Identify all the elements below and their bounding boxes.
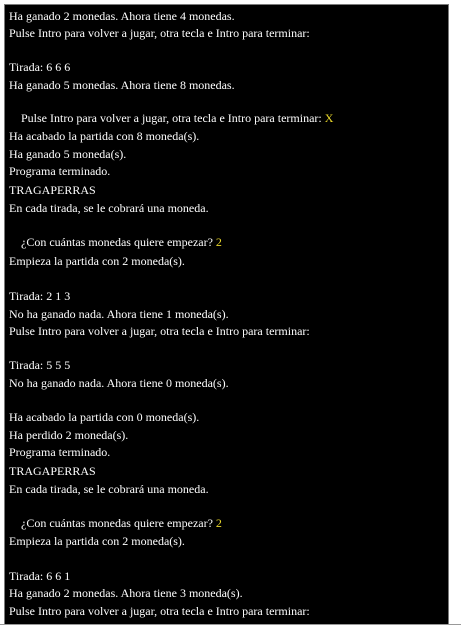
console-line: Ha acabado la partida con 8 moneda(s).: [9, 129, 200, 143]
console-line: TRAGAPERRAS: [9, 464, 96, 478]
prompt-text: ¿Con cuántas monedas quiere empezar?: [21, 516, 213, 530]
console-line: No ha ganado nada. Ahora tiene 1 moneda(s).: [9, 307, 229, 321]
console-line: Programa terminado.: [9, 445, 111, 459]
console-line: En cada tirada, se le cobrará una moneda.: [9, 482, 209, 496]
console-line: Ha ganado 2 monedas. Ahora tiene 3 moneda(s).: [9, 586, 243, 600]
console-line: Programa terminado.: [9, 164, 111, 178]
console-line: No ha ganado nada. Ahora tiene 0 moneda(s).: [9, 376, 229, 390]
bottom-rule: [0, 624, 461, 628]
console-line: Ha ganado 5 monedas. Ahora tiene 8 monedas.: [9, 78, 235, 92]
console-line: Ha acabado la partida con 0 moneda(s).: [9, 410, 200, 424]
console-line: Empieza la partida con 2 moneda(s).: [9, 254, 185, 268]
console-line: Ha ganado 5 moneda(s).: [9, 147, 127, 161]
console-line: Pulse Intro para volver a jugar, otra tecla e Intro para terminar:: [9, 604, 310, 618]
console-line: Empieza la partida con 2 moneda(s).: [9, 534, 185, 548]
user-input: X: [324, 111, 334, 125]
console-line: Pulse Intro para volver a jugar, otra tecla e Intro para terminar:: [9, 324, 310, 338]
prompt-text: Pulse Intro para volver a jugar, otra tecla e Intro para terminar:: [21, 111, 322, 125]
prompt-text: ¿Con cuántas monedas quiere empezar?: [21, 235, 213, 249]
console-window[interactable]: [4, 4, 449, 625]
console-line: Pulse Intro para volver a jugar, otra tecla e Intro para terminar:: [9, 26, 310, 40]
console-line: Tirada: 2 1 3: [9, 289, 71, 303]
console-line: Tirada: 5 5 5: [9, 358, 71, 372]
console-line: Ha perdido 2 moneda(s).: [9, 428, 129, 442]
console-line: Tirada: 6 6 1: [9, 569, 71, 583]
console-line: Ha ganado 2 monedas. Ahora tiene 4 monedas.: [9, 9, 235, 23]
console-line: Tirada: 6 6 6: [9, 60, 71, 74]
console-line: TRAGAPERRAS: [9, 183, 96, 197]
user-input: 2: [215, 516, 222, 530]
user-input: 2: [215, 235, 222, 249]
console-line: En cada tirada, se le cobrará una moneda.: [9, 201, 209, 215]
